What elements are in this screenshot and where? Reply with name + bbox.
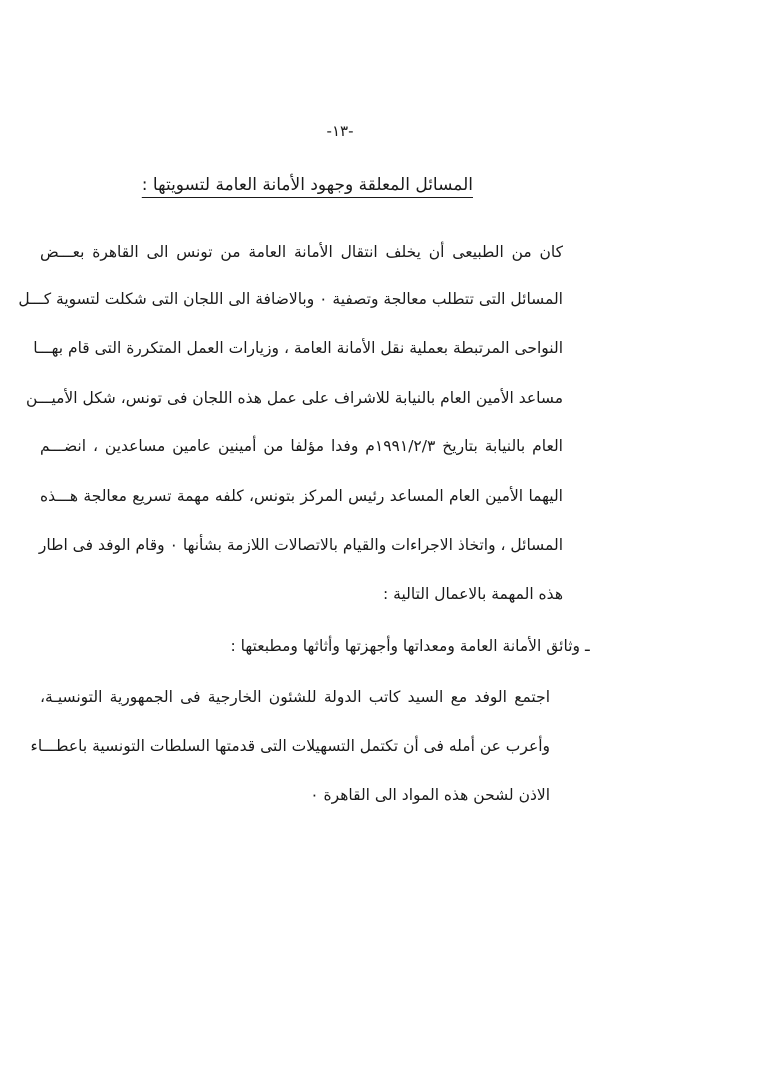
- paragraph-line: العام بالنيابة بتاريخ ١٩٩١/٢/٣م وفدا مؤلفا من أمينين عامين مساعدين ، انضـــم: [40, 437, 563, 455]
- paragraph-line: المسائل التى تتطلب معالجة وتصفية ٠ وبالاضافة الى اللجان التى شكلت لتسوية كـــل: [18, 290, 563, 308]
- paragraph-line: اجتمع الوفد مع السيد كاتب الدولة للشئون الخارجية فى الجمهورية التونسيـة،: [40, 688, 550, 706]
- paragraph-line: الاذن لشحن هذه المواد الى القاهرة ٠: [310, 786, 550, 804]
- subsection-title: وثائق الأمانة العامة ومعداتها وأجهزتها وأثاثها ومطبعتها :: [230, 637, 580, 655]
- paragraph-line: النواحى المرتبطة بعملية نقل الأمانة العامة ، وزيارات العمل المتكررة التى قام بهـــا: [33, 339, 563, 357]
- paragraph-line: المسائل ، واتخاذ الاجراءات والقيام بالاتصالات اللازمة بشأنها ٠ وقام الوفد فى اطار: [38, 536, 563, 554]
- paragraph-line: وأعرب عن أمله فى أن تكتمل التسهيلات التى قدمتها السلطات التونسية باعطـــاء: [30, 737, 550, 755]
- list-dash: ـ: [585, 636, 590, 655]
- section-heading: المسائل المعلقة وجهود الأمانة العامة لتسويتها :: [141, 175, 473, 195]
- paragraph-line: مساعد الأمين العام بالنيابة للاشراف على عمل هذه اللجان فى تونس، شكل الأميـــن: [26, 389, 563, 407]
- page-number: -١٣-: [326, 122, 354, 140]
- paragraph-line: اليهما الأمين العام المساعد رئيس المركز بتونس، كلفه مهمة تسريع معالجة هـــذه: [40, 487, 563, 505]
- paragraph-line: هذه المهمة بالاعمال التالية :: [383, 585, 563, 603]
- paragraph-line: كان من الطبيعى أن يخلف انتقال الأمانة العامة من تونس الى القاهرة بعـــض: [40, 243, 563, 261]
